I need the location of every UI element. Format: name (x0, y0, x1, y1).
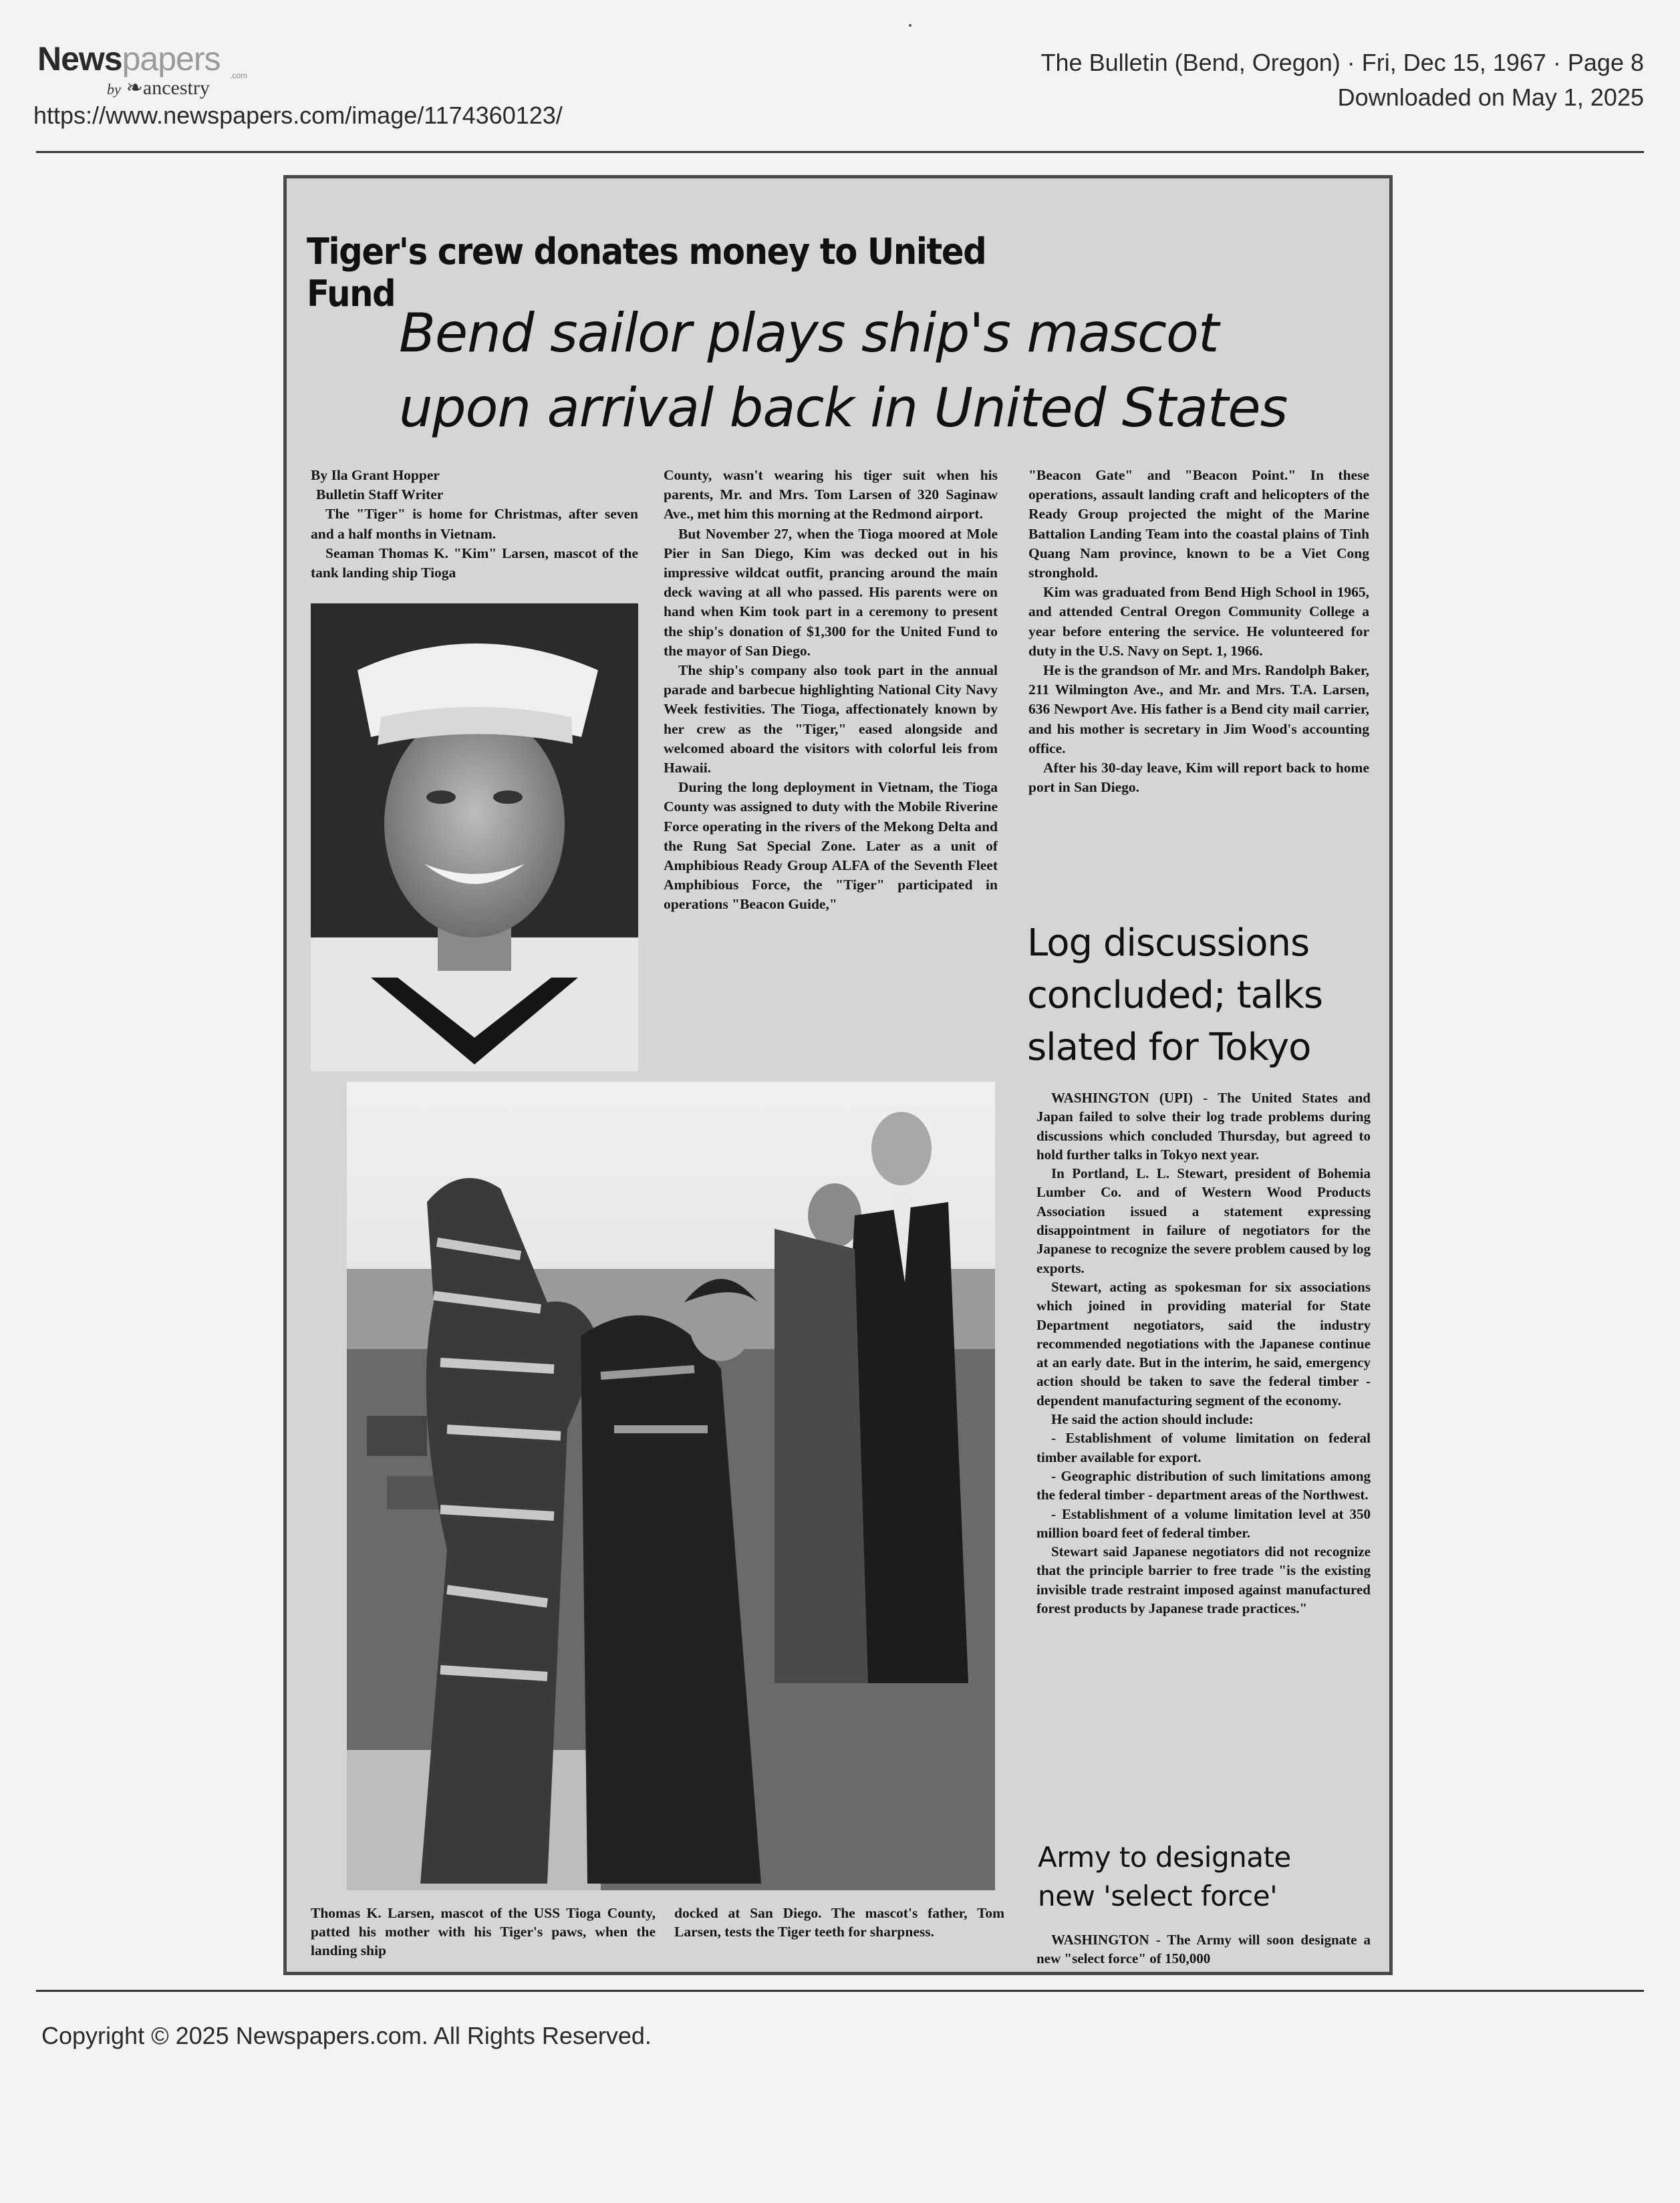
download-line: Downloaded on May 1, 2025 (1337, 84, 1644, 111)
log-story-headline: Log discussions concluded; talks slated for Tokyo (1027, 921, 1323, 1069)
article-column-1: By Ila Grant Hopper Bulletin Staff Writer The "Tiger" is home for Christmas, after seven and a half months in Vietnam. Seaman Thomas K. "Kim" Larsen, mascot of the tank landing ship Tioga (311, 467, 638, 581)
article-kicker: Tiger's crew donates money to United Fund (307, 231, 986, 315)
byline: By Ila Grant Hopper (311, 467, 440, 483)
source-line: The Bulletin (Bend, Oregon) · Fri, Dec 15, 1967 · Page 8 (1040, 49, 1644, 76)
army-story-body: WASHINGTON - The Army will soon designate a new "select force" of 150,000 (1036, 1932, 1371, 1967)
header-divider (36, 151, 1644, 153)
source-info (1041, 45, 1644, 115)
newspaper-clipping (283, 175, 1393, 1975)
newspapers-logo[interactable] (37, 40, 248, 99)
article-column-2: County, wasn't wearing his tiger suit when his parents, Mr. and Mrs. Tom Larsen of 320 Saginaw Ave., met him this morning at the Redmond airport. But November 27, when the Tioga moored at Mole Pier in San Diego, Kim was decked out in his impressive wildcat outfit, prancing around the main deck waving at all who passed. His parents were on hand when Kim took part in a ceremony to present the ship's donation of $1,300 for the United Fund to the mayor of San Diego. The ship's company also took part in the annual parade and barbecue highlighting National City Navy Week festivities. The Tioga, affectionately known by her crew as the "Tiger," eased alongside and welcomed aboard the visitors with colorful leis from Hawaii. During the long deployment in Vietnam, the Tioga County was assigned to duty with the Mobile Riverine Force operating in the rivers of the Mekong Delta and the Rung Sat Special Zone. Later as a unit of Amphibious Ready Group ALFA of the Seventh Fleet Amphibious Force, the "Tiger" participated in operations "Beacon Guide," (664, 467, 998, 913)
photo-caption-left: Thomas K. Larsen, mascot of the USS Tioga County, patted his mother with his Tiger's paws, when the landing ship (311, 1905, 656, 1958)
byline-title: Bulletin Staff Writer (316, 486, 444, 503)
tiger-mascot-photo (347, 1082, 995, 1890)
speck (909, 24, 912, 27)
article-column-3: "Beacon Gate" and "Beacon Point." In these operations, assault landing craft and helicopters of the Ready Group projected the might of the Marine Battalion Landing Team into the coastal plains of Tinh Quang Nam province, known to be a Viet Cong stronghold. Kim was graduated from Bend High School in 1965, and attended Central Oregon Community College a year before entering the service. He volunteered for duty in the U.S. Navy on Sept. 1, 1966. He is the grandson of Mr. and Mrs. Randolph Baker, 211 Wilmington Ave., and Mr. and Mrs. T.A. Larsen, 636 Newport Ave. His father is a Bend city mail carrier, and his mother is secretary in Jim Wood's accounting office. After his 30-day leave, Kim will report back to home port in San Diego. (1028, 467, 1369, 796)
footer-divider (36, 1990, 1644, 1992)
copyright: Copyright © 2025 Newspapers.com. All Rights Reserved. (41, 2022, 652, 2049)
image-url[interactable]: https://www.newspapers.com/image/1174360123/ (33, 102, 563, 129)
logo-com: .com (230, 71, 248, 80)
logo-wordmark: Newspapers (37, 40, 221, 78)
log-story-body: WASHINGTON (UPI) - The United States and Japan failed to solve their log trade problems during discussions which concluded Thursday, but agreed to hold further talks in Tokyo next year. In Portland, L. L. Stewart, president of Bohemia Lumber Co. and of Western Wood Products Association issued a statement expressing disappointment in failure of negotiators for the Japanese to recognize the severe problem caused by log exports. Stewart, acting as spokesman for six associations which joined in providing material for State Department negotiators, said the industry recommended negotiations with the Japanese continue at an early date. But in the interim, he said, emergency action should be taken to save the federal timber - dependent manufacturing segment of the economy. He said the action should include: - Establishment of volume limitation on federal timber available for export. - Geographic distribution of such limitations among the federal timber - department areas of the Northwest. - Establishment of a volume limitation level at 350 million board feet of federal timber. Stewart said Japanese negotiators did not recognize that the principle barrier to free trade "is the existing invisible trade restraint imposed against manufactured forest products by Japanese trade practices." (1036, 1090, 1371, 1617)
army-story-headline: Army to designate new 'select force' (1038, 1841, 1291, 1912)
logo-by-ancestry: by ❧ancestry (107, 77, 210, 99)
sailor-portrait-photo (311, 603, 638, 1071)
ancestry-leaf-icon: ❧ (126, 77, 143, 99)
article-headline: Bend sailor plays ship's mascot upon arrival back in United States (399, 302, 1288, 439)
photo-caption-right: docked at San Diego. The mascot's father, Tom Larsen, tests the Tiger teeth for sharpness. (674, 1905, 1004, 1940)
